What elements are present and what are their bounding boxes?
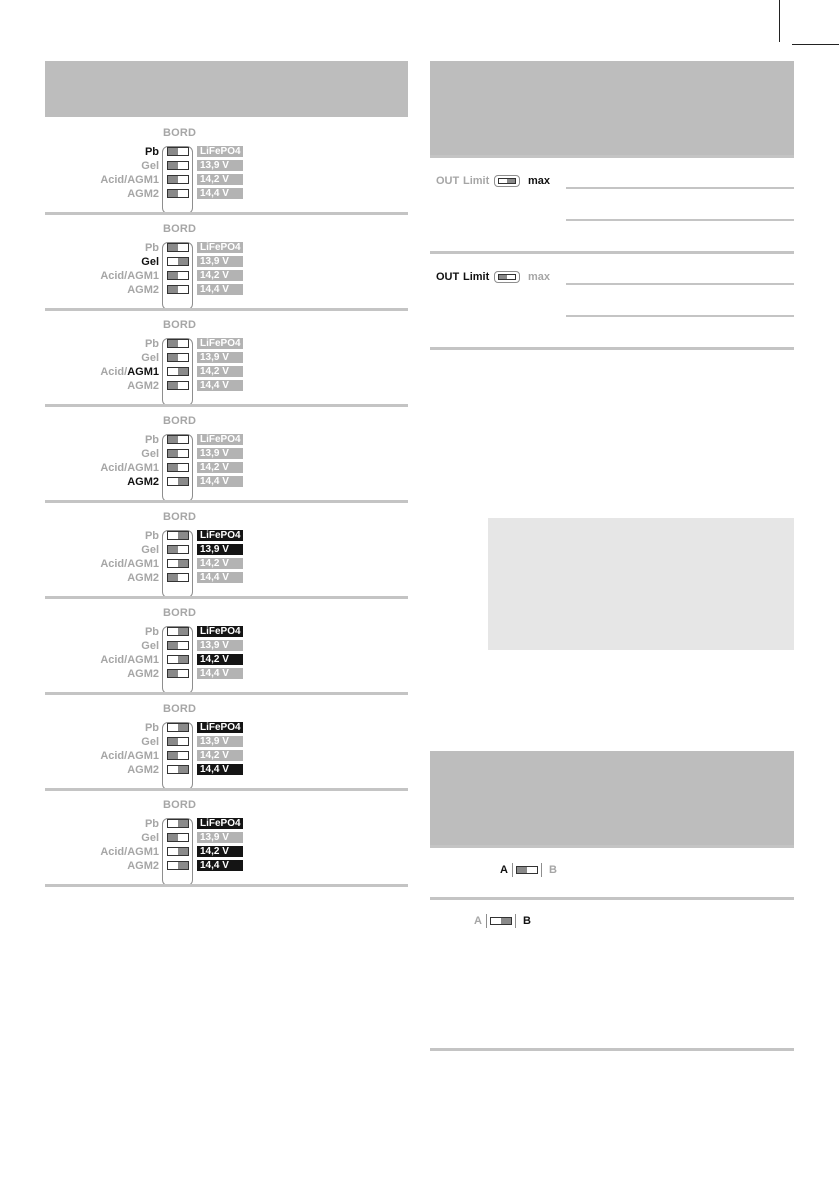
switch-knob (168, 670, 178, 677)
bord-title: BORD (163, 319, 197, 331)
voltage-value: 14,2 V (197, 174, 243, 185)
block-separator (45, 788, 408, 791)
label-gel: Gel (141, 160, 159, 172)
voltage-value: 14,2 V (197, 270, 243, 281)
switch-knob (178, 258, 188, 265)
voltage-value: 14,4 V (197, 284, 243, 295)
voltage-value: 14,4 V (197, 188, 243, 199)
dip-switch[interactable] (167, 655, 189, 664)
bord-title: BORD (163, 127, 197, 139)
label-pb: Pb (144, 146, 159, 158)
dip-switch[interactable] (167, 175, 189, 184)
voltage-value: 14,2 V (197, 750, 243, 761)
voltage-value: 14,2 V (197, 558, 243, 569)
bord-switch-block (45, 124, 408, 220)
ab-switch[interactable] (486, 914, 516, 928)
a-label: A (500, 864, 508, 876)
bord-title: BORD (163, 607, 197, 619)
label-acid-agm1: Acid/AGM1 (100, 174, 159, 186)
switch-knob (168, 574, 178, 581)
switch-knob (499, 275, 507, 279)
dip-switch[interactable] (167, 477, 189, 486)
agm1-label: AGM1 (127, 366, 159, 378)
ab-header-rule (430, 845, 794, 848)
label-gel: Gel (141, 256, 159, 268)
ab-separator (430, 897, 794, 900)
voltage-value: 14,4 V (197, 380, 243, 391)
label-acid-agm1: Acid/AGM1 (100, 558, 159, 570)
switch-knob (168, 436, 178, 443)
voltage-value: 13,9 V (197, 544, 243, 555)
dip-switch[interactable] (167, 723, 189, 732)
label-agm2: AGM2 (127, 860, 159, 872)
switch-knob (507, 179, 515, 183)
dip-switch[interactable] (167, 189, 189, 198)
label-gel: Gel (141, 544, 159, 556)
voltage-value: 14,4 V (197, 764, 243, 775)
switch-knob (168, 272, 178, 279)
voltage-value: LiFePO4 (197, 242, 243, 253)
switch-knob (178, 368, 188, 375)
dip-switch[interactable] (167, 751, 189, 760)
switch-knob (178, 628, 188, 635)
crop-mark-horizontal (792, 44, 839, 45)
right-header-rule (430, 155, 794, 158)
switch-knob (168, 834, 178, 841)
out-limit-rule-1 (566, 283, 794, 285)
label-gel: Gel (141, 352, 159, 364)
voltage-value: LiFePO4 (197, 626, 243, 637)
voltage-value: 13,9 V (197, 448, 243, 459)
out-limit-max-row (436, 174, 566, 190)
dip-switch[interactable] (167, 285, 189, 294)
out-label: OUT (436, 271, 460, 283)
voltage-value: 14,4 V (197, 860, 243, 871)
bord-title: BORD (163, 703, 197, 715)
a-label: A (474, 915, 482, 927)
label-gel: Gel (141, 736, 159, 748)
label-gel: Gel (141, 832, 159, 844)
label-gel: Gel (141, 448, 159, 460)
label-pb: Pb (144, 242, 159, 254)
block-separator (45, 884, 408, 887)
ab-table-header (430, 751, 794, 845)
block-separator (45, 212, 408, 215)
label-gel: Gel (141, 640, 159, 652)
block-separator (45, 404, 408, 407)
dip-switch[interactable] (167, 367, 189, 376)
out-limit-separator (430, 347, 794, 350)
dip-switch[interactable] (167, 449, 189, 458)
dip-switch[interactable] (167, 765, 189, 774)
label-agm2: AGM2 (127, 380, 159, 392)
label-agm2: AGM2 (127, 572, 159, 584)
voltage-value: 14,2 V (197, 654, 243, 665)
label-pb: Pb (144, 530, 159, 542)
switch-knob (168, 546, 178, 553)
dip-switch[interactable] (167, 381, 189, 390)
dip-switch[interactable] (167, 531, 189, 540)
switch-knob (178, 862, 188, 869)
voltage-value: 13,9 V (197, 160, 243, 171)
dip-switch[interactable] (167, 627, 189, 636)
bord-switch-block (45, 508, 408, 604)
label-acid-agm1: Acid/AGM1 (100, 750, 159, 762)
switch-knob (168, 286, 178, 293)
dip-switch[interactable] (167, 271, 189, 280)
bord-title: BORD (163, 415, 197, 427)
dip-switch[interactable] (167, 861, 189, 870)
dip-switch[interactable] (167, 463, 189, 472)
voltage-value: LiFePO4 (197, 434, 243, 445)
block-separator (45, 500, 408, 503)
dip-switch[interactable] (167, 819, 189, 828)
switch-knob (178, 724, 188, 731)
label-pb: Pb (144, 818, 159, 830)
out-limit-limit-row (436, 270, 566, 286)
switch-knob (168, 176, 178, 183)
crop-mark-vertical (779, 0, 780, 42)
voltage-value: LiFePO4 (197, 530, 243, 541)
dip-switch[interactable] (167, 847, 189, 856)
switch-knob (178, 766, 188, 773)
dip-switch[interactable] (167, 669, 189, 678)
out-max-rule-1 (566, 187, 794, 189)
voltage-value: 13,9 V (197, 736, 243, 747)
bord-switch-block (45, 412, 408, 508)
label-agm2: AGM2 (127, 284, 159, 296)
label-pb: Pb (144, 338, 159, 350)
voltage-value: 14,4 V (197, 668, 243, 679)
switch-knob (178, 820, 188, 827)
switch-knob (168, 752, 178, 759)
switch-knob (168, 354, 178, 361)
label-pb: Pb (144, 722, 159, 734)
dip-switch[interactable] (167, 545, 189, 554)
label-agm2: AGM2 (127, 668, 159, 680)
label-acid-agm1: Acid/AGM1 (100, 270, 159, 282)
voltage-value: LiFePO4 (197, 146, 243, 157)
voltage-value: 14,2 V (197, 462, 243, 473)
bord-title: BORD (163, 223, 197, 235)
dip-switch[interactable] (167, 833, 189, 842)
switch-knob (168, 738, 178, 745)
voltage-value: 14,4 V (197, 572, 243, 583)
switch-knob (178, 532, 188, 539)
switch-knob (168, 244, 178, 251)
bord-switch-block (45, 796, 408, 892)
voltage-value: 14,2 V (197, 846, 243, 857)
voltage-value: 13,9 V (197, 640, 243, 651)
dip-switch[interactable] (167, 737, 189, 746)
block-separator (45, 692, 408, 695)
switch-knob (168, 642, 178, 649)
dip-switch[interactable] (167, 147, 189, 156)
voltage-value: 13,9 V (197, 352, 243, 363)
bord-switch-block (45, 316, 408, 412)
ab-switch[interactable] (512, 863, 542, 877)
voltage-value: 14,4 V (197, 476, 243, 487)
out-limit-switch[interactable] (494, 175, 520, 187)
label-acid-agm1: Acid/AGM1 (100, 846, 159, 858)
switch-knob (178, 848, 188, 855)
dip-switch[interactable] (167, 257, 189, 266)
dip-switch[interactable] (167, 161, 189, 170)
out-label: OUT (436, 175, 460, 187)
voltage-value: LiFePO4 (197, 338, 243, 349)
label-acid-agm1: Acid/AGM1 (100, 654, 159, 666)
bord-title: BORD (163, 511, 197, 523)
switch-knob (168, 148, 178, 155)
out-limit-switch[interactable] (494, 271, 520, 283)
note-box (488, 518, 794, 650)
switch-knob (168, 382, 178, 389)
out-limit-rule-2 (566, 315, 794, 317)
dip-switch[interactable] (167, 435, 189, 444)
label-pb: Pb (144, 626, 159, 638)
dip-switch[interactable] (167, 559, 189, 568)
out-max-separator (430, 251, 794, 254)
switch-knob (501, 918, 511, 924)
max-label: max (528, 175, 551, 187)
label-agm2: AGM2 (127, 476, 159, 488)
ab-bottom-rule (430, 1048, 794, 1051)
voltage-value: 13,9 V (197, 256, 243, 267)
max-label: max (528, 271, 551, 283)
out-max-rule-2 (566, 219, 794, 221)
switch-knob (168, 340, 178, 347)
label-agm2: AGM2 (127, 764, 159, 776)
block-separator (45, 308, 408, 311)
switch-knob (168, 162, 178, 169)
dip-switch[interactable] (167, 573, 189, 582)
label-acid-agm1: Acid/AGM1 (100, 462, 159, 474)
right-table-header (430, 61, 794, 155)
ab-row-a (500, 862, 570, 878)
label-pb: Pb (144, 434, 159, 446)
voltage-value: 14,2 V (197, 366, 243, 377)
acid-prefix: Acid/ (100, 366, 128, 378)
switch-knob (178, 560, 188, 567)
label-agm2: AGM2 (127, 188, 159, 200)
voltage-value: LiFePO4 (197, 722, 243, 733)
voltage-value: 13,9 V (197, 832, 243, 843)
b-label: B (523, 915, 531, 927)
bord-switch-block (45, 604, 408, 700)
limit-label: Limit (463, 271, 490, 283)
limit-label: Limit (463, 175, 490, 187)
dip-switch[interactable] (167, 243, 189, 252)
b-label: B (549, 864, 557, 876)
switch-knob (517, 867, 527, 873)
dip-switch[interactable] (167, 641, 189, 650)
switch-knob (178, 656, 188, 663)
ab-row-b (474, 913, 544, 929)
switch-knob (168, 464, 178, 471)
switch-knob (168, 190, 178, 197)
dip-switch[interactable] (167, 339, 189, 348)
switch-knob (168, 450, 178, 457)
voltage-value: LiFePO4 (197, 818, 243, 829)
block-separator (45, 596, 408, 599)
dip-switch[interactable] (167, 353, 189, 362)
bord-title: BORD (163, 799, 197, 811)
switch-knob (178, 478, 188, 485)
bord-switch-block (45, 220, 408, 316)
left-table-header (45, 61, 408, 117)
bord-switch-block (45, 700, 408, 796)
label-acid-agm1 (100, 366, 159, 379)
